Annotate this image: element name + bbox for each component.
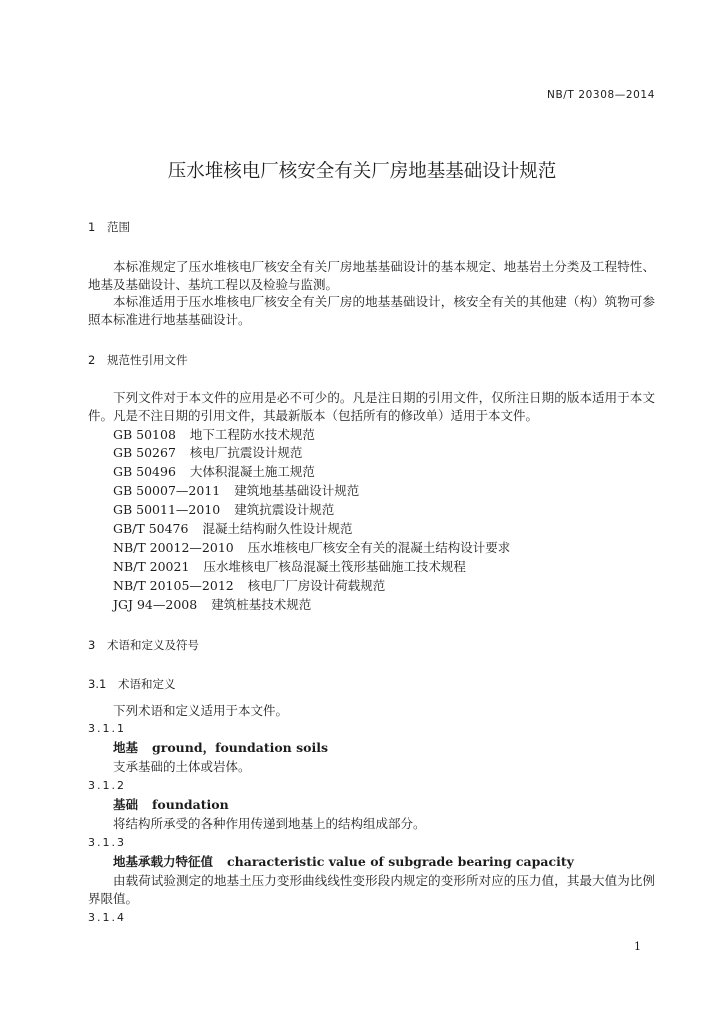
term-number: 3.1.2 <box>88 779 126 792</box>
term-number: 3.1.4 <box>88 911 126 924</box>
reference-item <box>113 521 352 537</box>
paragraph-line: 照本标准进行地基基础设计。 <box>88 312 251 327</box>
paragraph-line: 件。凡是不注日期的引用文件，其最新版本（包括所有的修改单）适用于本文件。 <box>88 408 539 423</box>
section-number: 2 <box>88 353 96 367</box>
reference-code: GB 50011—2010 <box>113 502 221 517</box>
section-heading-text: 规范性引用文件 <box>107 353 188 367</box>
section-number: 1 <box>88 220 96 234</box>
term-number: 3.1.1 <box>88 722 126 735</box>
reference-code: NB/T 20021 <box>113 559 190 574</box>
reference-title: 建筑桩基技术规范 <box>211 597 312 612</box>
section-number: 3 <box>88 638 96 652</box>
term-definition: 支承基础的土体或岩体。 <box>113 759 251 774</box>
reference-code: GB/T 50476 <box>113 521 189 536</box>
section-heading-text: 术语和定义及符号 <box>107 638 199 652</box>
section-2-heading <box>88 352 188 368</box>
reference-item <box>113 578 385 594</box>
section-heading-text: 范围 <box>107 220 130 234</box>
reference-title: 大体积混凝土施工规范 <box>189 464 315 479</box>
standard-code-header: NB/T 20308—2014 <box>547 89 655 101</box>
subsection-number: 3.1 <box>88 677 107 691</box>
reference-title: 核电厂抗震设计规范 <box>189 445 303 460</box>
reference-item <box>113 464 315 480</box>
reference-code: GB 50108 <box>113 427 176 442</box>
term-zh: 地基 <box>113 740 139 755</box>
reference-title: 建筑地基基础设计规范 <box>234 483 360 498</box>
reference-item <box>113 540 510 556</box>
reference-title: 压水堆核电厂核岛混凝土筏形基础施工技术规程 <box>203 559 466 574</box>
term-title <box>113 797 229 813</box>
paragraph-line: 下列文件对于本文件的应用是必不可少的。凡是注日期的引用文件，仅所注日期的版本适用于本文 <box>113 390 655 405</box>
term-definition: 将结构所承受的各种作用传递到地基上的结构组成部分。 <box>113 816 426 831</box>
reference-item <box>113 559 466 575</box>
reference-title: 压水堆核电厂核安全有关的混凝土结构设计要求 <box>247 540 511 555</box>
term-definition: 界限值。 <box>88 891 139 906</box>
subsection-heading-text: 术语和定义 <box>118 677 176 691</box>
reference-code: JGJ 94—2008 <box>113 597 198 612</box>
reference-title: 建筑抗震设计规范 <box>234 502 335 517</box>
reference-item <box>113 445 302 461</box>
reference-title: 混凝土结构耐久性设计规范 <box>202 521 353 536</box>
section-3-heading <box>88 637 199 653</box>
term-title <box>113 854 574 870</box>
reference-item <box>113 483 359 499</box>
term-en: foundation <box>152 797 229 812</box>
reference-code: GB 50496 <box>113 464 176 479</box>
section-1-heading <box>88 219 130 235</box>
reference-item <box>113 427 315 443</box>
paragraph-line: 地基及基础设计、基坑工程以及检验与监测。 <box>88 277 339 292</box>
page-number: 1 <box>634 940 641 953</box>
term-definition: 由载荷试验测定的地基土压力变形曲线线性变形段内规定的变形所对应的压力值，其最大值为比例 <box>113 873 655 888</box>
paragraph-line: 下列术语和定义适用于本文件。 <box>113 703 289 718</box>
reference-code: NB/T 20105—2012 <box>113 578 234 593</box>
reference-item <box>113 597 311 613</box>
reference-code: GB 50007—2011 <box>113 483 221 498</box>
term-zh: 地基承载力特征值 <box>113 854 214 869</box>
term-zh: 基础 <box>113 797 139 812</box>
term-number: 3.1.3 <box>88 836 126 849</box>
reference-code: NB/T 20012—2010 <box>113 540 234 555</box>
paragraph-line: 本标准适用于压水堆核电厂核安全有关厂房的地基基础设计，核安全有关的其他建（构）筑物可参 <box>113 294 655 309</box>
paragraph-line: 本标准规定了压水堆核电厂核安全有关厂房地基基础设计的基本规定、地基岩土分类及工程特性、 <box>113 259 655 274</box>
term-en: ground，foundation soils <box>152 740 329 755</box>
reference-item <box>113 502 334 518</box>
reference-title: 地下工程防水技术规范 <box>189 427 315 442</box>
document-title: 压水堆核电厂核安全有关厂房地基基础设计规范 <box>167 161 557 182</box>
subsection-3-1-heading <box>88 676 176 692</box>
reference-code: GB 50267 <box>113 445 176 460</box>
reference-title: 核电厂厂房设计荷载规范 <box>247 578 386 593</box>
term-en: characteristic value of subgrade bearing capacity <box>227 854 574 869</box>
term-title <box>113 740 328 756</box>
